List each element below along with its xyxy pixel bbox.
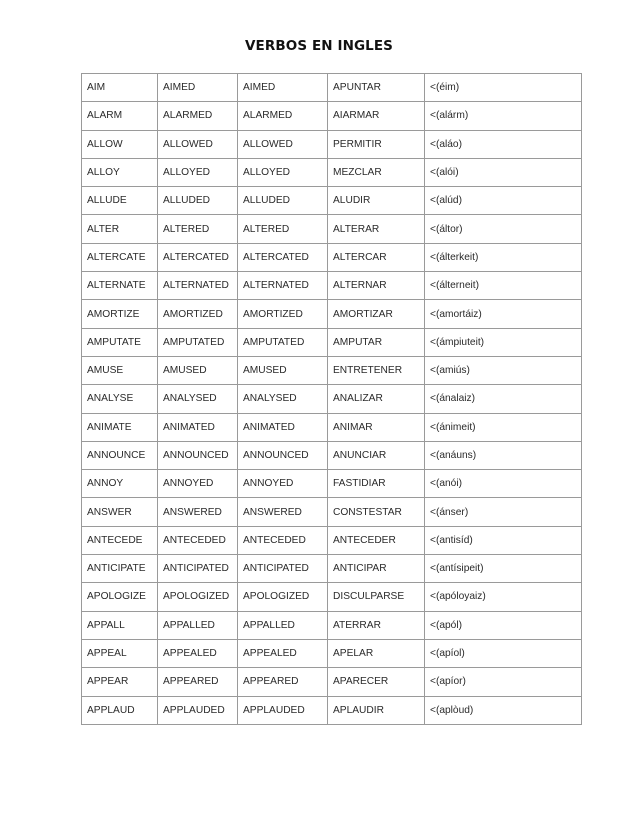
verb-participle-cell: AMORTIZED	[238, 300, 328, 328]
verb-pronunciation-cell: <(éim)	[425, 74, 582, 102]
verb-infinitive-cell: ANNOY	[82, 470, 158, 498]
verb-spanish-cell: AIARMAR	[328, 102, 425, 130]
verb-spanish-cell: CONSTESTAR	[328, 498, 425, 526]
table-row	[82, 611, 582, 639]
verb-pronunciation-cell: <(antisíd)	[425, 526, 582, 554]
verb-infinitive-cell: ALTERNATE	[82, 272, 158, 300]
verb-participle-cell: ALTERCATED	[238, 243, 328, 271]
verb-participle-cell: ANALYSED	[238, 385, 328, 413]
verb-spanish-cell: FASTIDIAR	[328, 470, 425, 498]
verb-pronunciation-cell: <(anáuns)	[425, 441, 582, 469]
verb-participle-cell: APPLAUDED	[238, 696, 328, 724]
verb-participle-cell: AMPUTATED	[238, 328, 328, 356]
verb-participle-cell: ANTECEDED	[238, 526, 328, 554]
verb-infinitive-cell: ALTERCATE	[82, 243, 158, 271]
verb-past-cell: APPALLED	[158, 611, 238, 639]
verb-spanish-cell: AMPUTAR	[328, 328, 425, 356]
table-row	[82, 385, 582, 413]
verb-pronunciation-cell: <(áltor)	[425, 215, 582, 243]
verb-past-cell: ANTECEDED	[158, 526, 238, 554]
verb-past-cell: APPEALED	[158, 639, 238, 667]
verb-pronunciation-cell: <(amortáiz)	[425, 300, 582, 328]
verb-pronunciation-cell: <(anói)	[425, 470, 582, 498]
verb-pronunciation-cell: <(antísipeit)	[425, 555, 582, 583]
verb-past-cell: ANNOUNCED	[158, 441, 238, 469]
table-row	[82, 696, 582, 724]
verb-infinitive-cell: AMORTIZE	[82, 300, 158, 328]
verb-past-cell: APPLAUDED	[158, 696, 238, 724]
verb-infinitive-cell: ANSWER	[82, 498, 158, 526]
table-row	[82, 668, 582, 696]
verb-participle-cell: ANNOYED	[238, 470, 328, 498]
verb-spanish-cell: PERMITIR	[328, 130, 425, 158]
verb-infinitive-cell: AMUSE	[82, 356, 158, 384]
verb-infinitive-cell: ANTECEDE	[82, 526, 158, 554]
verb-participle-cell: ANSWERED	[238, 498, 328, 526]
verb-spanish-cell: ANIMAR	[328, 413, 425, 441]
verb-pronunciation-cell: <(alúd)	[425, 187, 582, 215]
verb-infinitive-cell: ANIMATE	[82, 413, 158, 441]
verb-participle-cell: ALTERED	[238, 215, 328, 243]
verb-past-cell: ANNOYED	[158, 470, 238, 498]
verb-spanish-cell: ANUNCIAR	[328, 441, 425, 469]
verb-past-cell: ALTERCATED	[158, 243, 238, 271]
verb-participle-cell: ANTICIPATED	[238, 555, 328, 583]
verb-infinitive-cell: APPEAL	[82, 639, 158, 667]
verb-spanish-cell: ANTICIPAR	[328, 555, 425, 583]
verb-spanish-cell: ENTRETENER	[328, 356, 425, 384]
verb-past-cell: AMORTIZED	[158, 300, 238, 328]
verb-participle-cell: ALARMED	[238, 102, 328, 130]
verb-participle-cell: ALTERNATED	[238, 272, 328, 300]
verb-infinitive-cell: ANALYSE	[82, 385, 158, 413]
verb-spanish-cell: ALTERCAR	[328, 243, 425, 271]
verb-past-cell: AMUSED	[158, 356, 238, 384]
table-row	[82, 498, 582, 526]
verb-pronunciation-cell: <(alói)	[425, 158, 582, 186]
verbs-table-body	[82, 74, 582, 725]
verb-participle-cell: ALLOWED	[238, 130, 328, 158]
verb-past-cell: ALLUDED	[158, 187, 238, 215]
verb-infinitive-cell: ALLOY	[82, 158, 158, 186]
table-row	[82, 328, 582, 356]
verb-participle-cell: AMUSED	[238, 356, 328, 384]
verb-past-cell: ALLOYED	[158, 158, 238, 186]
verb-past-cell: ANALYSED	[158, 385, 238, 413]
verb-pronunciation-cell: <(álterkeit)	[425, 243, 582, 271]
verb-infinitive-cell: ALLOW	[82, 130, 158, 158]
verb-past-cell: ANTICIPATED	[158, 555, 238, 583]
verb-spanish-cell: DISCULPARSE	[328, 583, 425, 611]
table-row	[82, 356, 582, 384]
verb-infinitive-cell: ANTICIPATE	[82, 555, 158, 583]
verb-past-cell: AMPUTATED	[158, 328, 238, 356]
verb-spanish-cell: APUNTAR	[328, 74, 425, 102]
verb-pronunciation-cell: <(apíor)	[425, 668, 582, 696]
verb-pronunciation-cell: <(álterneit)	[425, 272, 582, 300]
table-row	[82, 470, 582, 498]
verb-spanish-cell: ANTECEDER	[328, 526, 425, 554]
verb-spanish-cell: MEZCLAR	[328, 158, 425, 186]
verb-participle-cell: APPEARED	[238, 668, 328, 696]
verb-pronunciation-cell: <(aplòud)	[425, 696, 582, 724]
verb-past-cell: ALTERNATED	[158, 272, 238, 300]
verb-past-cell: ALLOWED	[158, 130, 238, 158]
verb-spanish-cell: APELAR	[328, 639, 425, 667]
table-row	[82, 130, 582, 158]
verb-past-cell: ANIMATED	[158, 413, 238, 441]
verb-pronunciation-cell: <(apól)	[425, 611, 582, 639]
verb-past-cell: AIMED	[158, 74, 238, 102]
table-row	[82, 300, 582, 328]
table-row	[82, 272, 582, 300]
verb-spanish-cell: ALUDIR	[328, 187, 425, 215]
table-row	[82, 583, 582, 611]
table-row	[82, 441, 582, 469]
table-row	[82, 243, 582, 271]
verb-participle-cell: ANNOUNCED	[238, 441, 328, 469]
table-row	[82, 102, 582, 130]
verb-past-cell: ANSWERED	[158, 498, 238, 526]
verb-infinitive-cell: ALLUDE	[82, 187, 158, 215]
verb-infinitive-cell: ALTER	[82, 215, 158, 243]
verb-pronunciation-cell: <(apóloyaiz)	[425, 583, 582, 611]
table-row	[82, 158, 582, 186]
verb-pronunciation-cell: <(ánser)	[425, 498, 582, 526]
verb-participle-cell: APOLOGIZED	[238, 583, 328, 611]
verb-past-cell: ALTERED	[158, 215, 238, 243]
verb-infinitive-cell: APPLAUD	[82, 696, 158, 724]
page-title: VERBOS EN INGLES	[244, 38, 394, 54]
table-row	[82, 526, 582, 554]
verbs-table	[81, 73, 582, 725]
table-row	[82, 413, 582, 441]
verb-infinitive-cell: APPEAR	[82, 668, 158, 696]
verb-participle-cell: APPALLED	[238, 611, 328, 639]
verb-spanish-cell: AMORTIZAR	[328, 300, 425, 328]
table-row	[82, 639, 582, 667]
verb-infinitive-cell: AIM	[82, 74, 158, 102]
verb-pronunciation-cell: <(ánalaiz)	[425, 385, 582, 413]
verb-pronunciation-cell: <(apíol)	[425, 639, 582, 667]
verb-spanish-cell: ALTERAR	[328, 215, 425, 243]
verb-participle-cell: APPEALED	[238, 639, 328, 667]
table-row	[82, 555, 582, 583]
verb-spanish-cell: APLAUDIR	[328, 696, 425, 724]
table-row	[82, 187, 582, 215]
verb-participle-cell: ANIMATED	[238, 413, 328, 441]
table-row	[82, 215, 582, 243]
verb-past-cell: ALARMED	[158, 102, 238, 130]
verb-pronunciation-cell: <(ánimeit)	[425, 413, 582, 441]
verb-pronunciation-cell: <(alárm)	[425, 102, 582, 130]
verb-infinitive-cell: AMPUTATE	[82, 328, 158, 356]
verb-spanish-cell: APARECER	[328, 668, 425, 696]
verb-pronunciation-cell: <(amiús)	[425, 356, 582, 384]
verb-pronunciation-cell: <(ámpiuteit)	[425, 328, 582, 356]
verb-pronunciation-cell: <(aláo)	[425, 130, 582, 158]
verb-infinitive-cell: ALARM	[82, 102, 158, 130]
verb-participle-cell: AIMED	[238, 74, 328, 102]
verb-participle-cell: ALLOYED	[238, 158, 328, 186]
verb-infinitive-cell: APOLOGIZE	[82, 583, 158, 611]
table-row	[82, 74, 582, 102]
verb-spanish-cell: ATERRAR	[328, 611, 425, 639]
verb-infinitive-cell: APPALL	[82, 611, 158, 639]
verb-past-cell: APPEARED	[158, 668, 238, 696]
verb-past-cell: APOLOGIZED	[158, 583, 238, 611]
verb-participle-cell: ALLUDED	[238, 187, 328, 215]
verb-spanish-cell: ANALIZAR	[328, 385, 425, 413]
verb-infinitive-cell: ANNOUNCE	[82, 441, 158, 469]
verb-spanish-cell: ALTERNAR	[328, 272, 425, 300]
